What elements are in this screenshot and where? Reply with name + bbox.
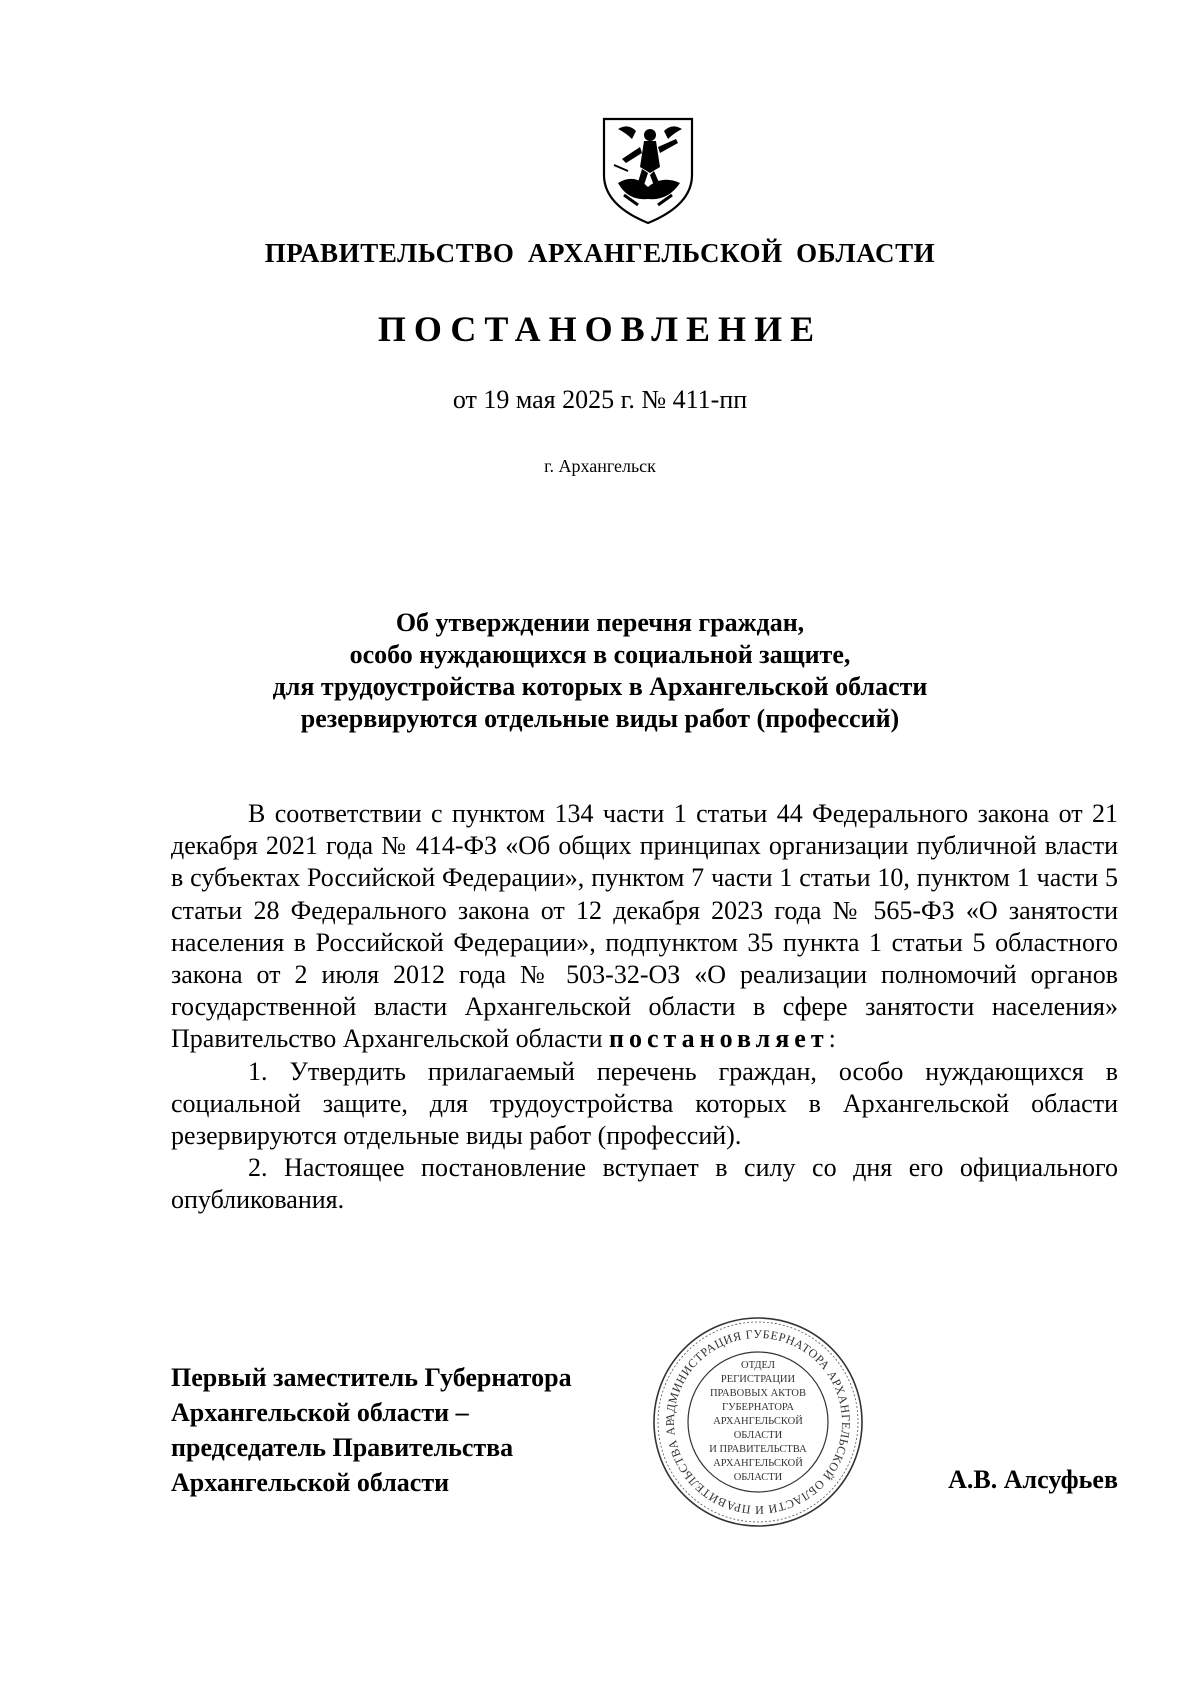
item-paragraph-2: 2. Настоящее постановление вступает в силу со дня его официального опубликования. xyxy=(171,1153,1118,1215)
svg-text:И ПРАВИТЕЛЬСТВА: И ПРАВИТЕЛЬСТВА xyxy=(709,1444,807,1455)
item-paragraph-1: 1. Утвердить прилагаемый перечень граждан, особо нуждающихся в социальной защите, для трудоустройства которых в Архангельской области резервируются отдельные виды работ (профессий). xyxy=(171,1056,1118,1151)
government-name: ПРАВИТЕЛЬСТВО АРХАНГЕЛЬСКОЙ ОБЛАСТИ xyxy=(264,238,936,268)
signer-position xyxy=(171,1360,572,1500)
svg-text:ОБЛАСТИ: ОБЛАСТИ xyxy=(733,1430,783,1441)
title-line: Об утверждении перечня граждан, xyxy=(395,608,805,637)
title-line: для трудоустройства которых в Архангельской области xyxy=(272,672,928,701)
signer-position-line: Архангельской области – xyxy=(171,1398,469,1427)
svg-text:ОТДЕЛ: ОТДЕЛ xyxy=(741,1360,775,1371)
coat-of-arms-icon xyxy=(598,113,698,228)
svg-text:АРХАНГЕЛЬСКОЙ: АРХАНГЕЛЬСКОЙ xyxy=(713,1416,803,1427)
svg-text:РЕГИСТРАЦИИ: РЕГИСТРАЦИИ xyxy=(720,1374,796,1385)
signer-position-line: Первый заместитель Губернатора xyxy=(171,1363,572,1392)
svg-text:АРХАНГЕЛЬСКОЙ: АРХАНГЕЛЬСКОЙ xyxy=(713,1458,803,1469)
svg-text:ГУБЕРНАТОРА: ГУБЕРНАТОРА xyxy=(722,1402,794,1413)
document-body xyxy=(171,798,1118,1217)
title-line: особо нуждающихся в социальной защите, xyxy=(349,640,851,669)
svg-text:АДМИНИСТРАЦИЯ ГУБЕРНАТОРА АРХА: АДМИНИСТРАЦИЯ ГУБЕРНАТОРА АРХАНГЕЛЬСКОЙ ОБЛАСТИ И ПРАВИТЕЛЬСТВА АР xyxy=(662,1326,854,1518)
resolves-colon: : xyxy=(828,1024,836,1054)
document-type: ПОСТАНОВЛЕНИЕ xyxy=(377,309,823,349)
title-line: резервируются отдельные виды работ (профессий) xyxy=(300,704,900,733)
registration-seal-icon xyxy=(648,1312,868,1532)
signer-position-line: председатель Правительства xyxy=(171,1433,514,1462)
signer-position-line: Архангельской области xyxy=(171,1468,450,1497)
preamble-paragraph xyxy=(171,798,1118,1056)
svg-text:ОБЛАСТИ: ОБЛАСТИ xyxy=(733,1472,783,1483)
document-date-number: от 19 мая 2025 г. № 411-пп xyxy=(452,385,748,414)
signer-name: А.В. Алсуфьев xyxy=(948,1465,1118,1494)
preamble-text: В соответствии с пунктом 134 части 1 статьи 44 Федерального закона от 21 декабря 2021 года № 414-ФЗ «Об общих принципах организации публичной власти в субъектах Российской Федерации», пунктом 7 части 1 статьи 10, пунктом 1 части 5 статьи 28 Федерального закона от 12 декабря 2023 года № 565-ФЗ «О занятости населения в Российской Федерации», подпунктом 35 пункта 1 статьи 5 областного закона от 2 июля 2012 года № 503-32-ОЗ «О реализации полномочий органов государственной власти Архангельской области в сфере занятости населения» Правительство Архангельской области xyxy=(171,799,1118,1054)
document-title xyxy=(150,607,1050,735)
document-city: г. Архангельск xyxy=(544,456,656,476)
resolves-word: постановляет xyxy=(609,1024,829,1054)
svg-text:ПРАВОВЫХ АКТОВ: ПРАВОВЫХ АКТОВ xyxy=(709,1388,807,1399)
